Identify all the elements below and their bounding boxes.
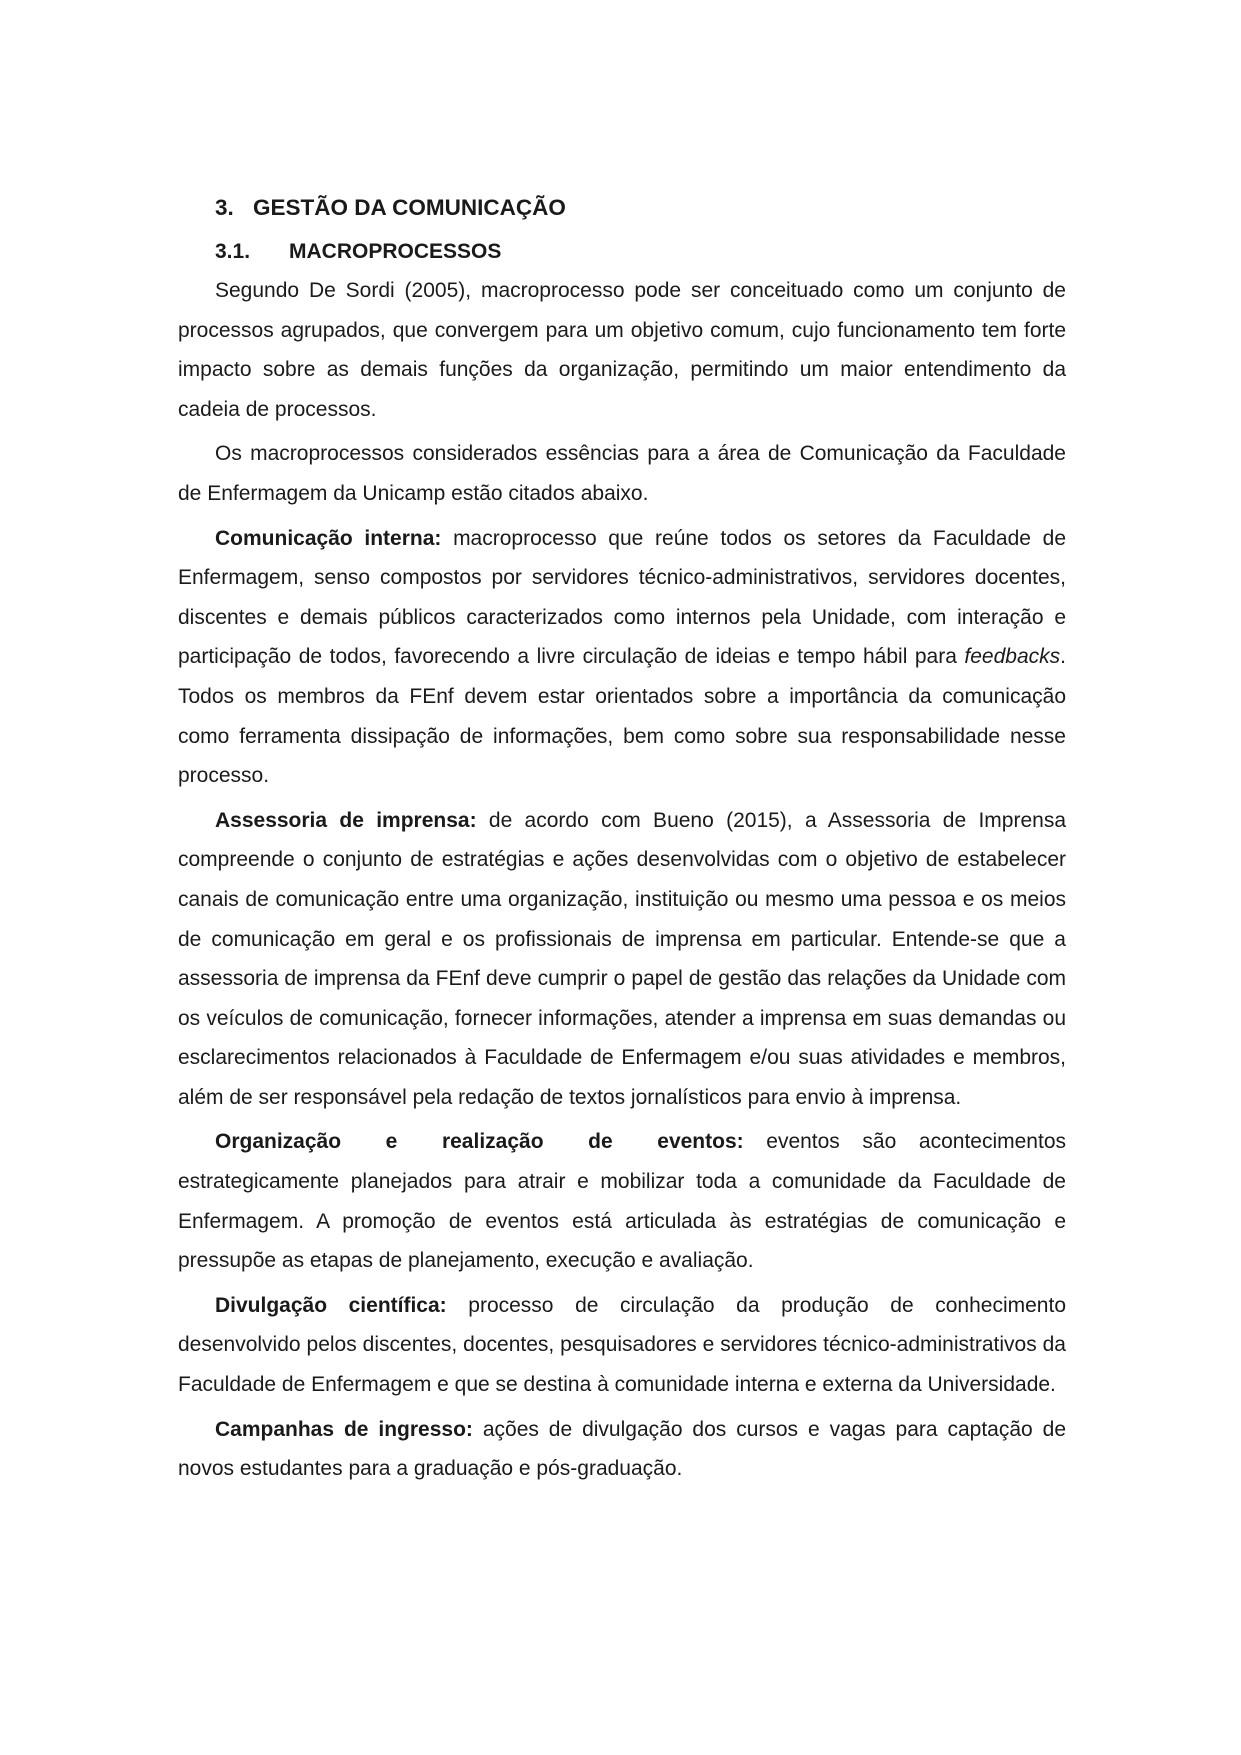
text-internal-communication-b: . Todos os membros da FEnf devem estar orientados sobre a importância da comunicação como ferramenta dissipação de informações, bem como sobre sua responsabilidade nesse processo. (178, 645, 1066, 788)
paragraph-admission-campaigns (178, 1410, 1066, 1489)
term-press-office: Assessoria de imprensa: (215, 808, 477, 832)
term-science-outreach: Divulgação científica: (215, 1293, 447, 1317)
section-heading (215, 193, 1066, 223)
term-internal-communication: Comunicação interna: (215, 526, 442, 550)
subsection-number: 3.1. (215, 240, 251, 263)
section-title: GESTÃO DA COMUNICAÇÃO (253, 195, 566, 220)
paragraph-events (178, 1122, 1066, 1280)
paragraph-definition: Segundo De Sordi (2005), macroprocesso pode ser conceituado como um conjunto de processos agrupados, que convergem para um objetivo comum, cujo funcionamento tem forte impacto sobre as demais funções da organização, permitindo um maior entendimento da cadeia de processos. (178, 279, 1066, 421)
section-number: 3. (215, 195, 234, 220)
subsection-heading (215, 237, 1066, 267)
subsection-title: MACROPROCESSOS (289, 240, 502, 263)
text-press-office: de acordo com Bueno (2015), a Assessoria de Imprensa compreende o conjunto de estratégias e ações desenvolvidas com o objetivo de estabelecer canais de comunicação entre uma organização, instituição ou mesmo uma pessoa e os meios de comunicação em geral e os profissionais de imprensa em particular. Entende-se que a assessoria de imprensa da FEnf deve cumprir o papel de gestão das relações da Unidade com os veículos de comunicação, fornecer informações, atender a imprensa em suas demandas ou esclarecimentos relacionados à Faculdade de Enfermagem e/ou suas atividades e membros, além de ser responsável pela redação de textos jornalísticos para envio à imprensa. (178, 808, 1066, 1109)
text-science-outreach: processo de circulação da produção de conhecimento desenvolvido pelos discentes, docentes, pesquisadores e servidores técnico-administrativos da Faculdade de Enfermagem e que se destina à comunidade interna e externa da Universidade. (178, 1293, 1067, 1397)
page-content (178, 193, 1066, 1494)
text-admission-campaigns: ações de divulgação dos cursos e vagas para captação de novos estudantes para a graduação e pós-graduação. (178, 1417, 1067, 1481)
paragraph-press-office (178, 801, 1066, 1118)
paragraph-internal-communication (178, 519, 1066, 796)
text-events: eventos são acontecimentos estrategicamente planejados para atrair e mobilizar toda a comunidade da Faculdade de Enfermagem. A promoção de eventos está articulada às estratégias de comunicação e pressupõe as etapas de planejamento, execução e avaliação. (178, 1130, 1066, 1273)
paragraph-intro: Os macroprocessos considerados essências para a área de Comunicação da Faculdade de Enfermagem da Unicamp estão citados abaixo. (178, 442, 1066, 505)
paragraph-science-outreach (178, 1286, 1066, 1405)
term-admission-campaigns: Campanhas de ingresso: (215, 1417, 473, 1441)
text-internal-communication-a: macroprocesso que reúne todos os setores da Faculdade de Enfermagem, senso compostos por servidores técnico-administrativos, servidores docentes, discentes e demais públicos caracterizados como internos pela Unidade, com interação e participação de todos, favorecendo a livre circulação de ideias e tempo hábil para (178, 526, 1066, 669)
term-events: Organização e realização de eventos: (215, 1130, 744, 1154)
italic-feedbacks: feedbacks (964, 645, 1061, 669)
